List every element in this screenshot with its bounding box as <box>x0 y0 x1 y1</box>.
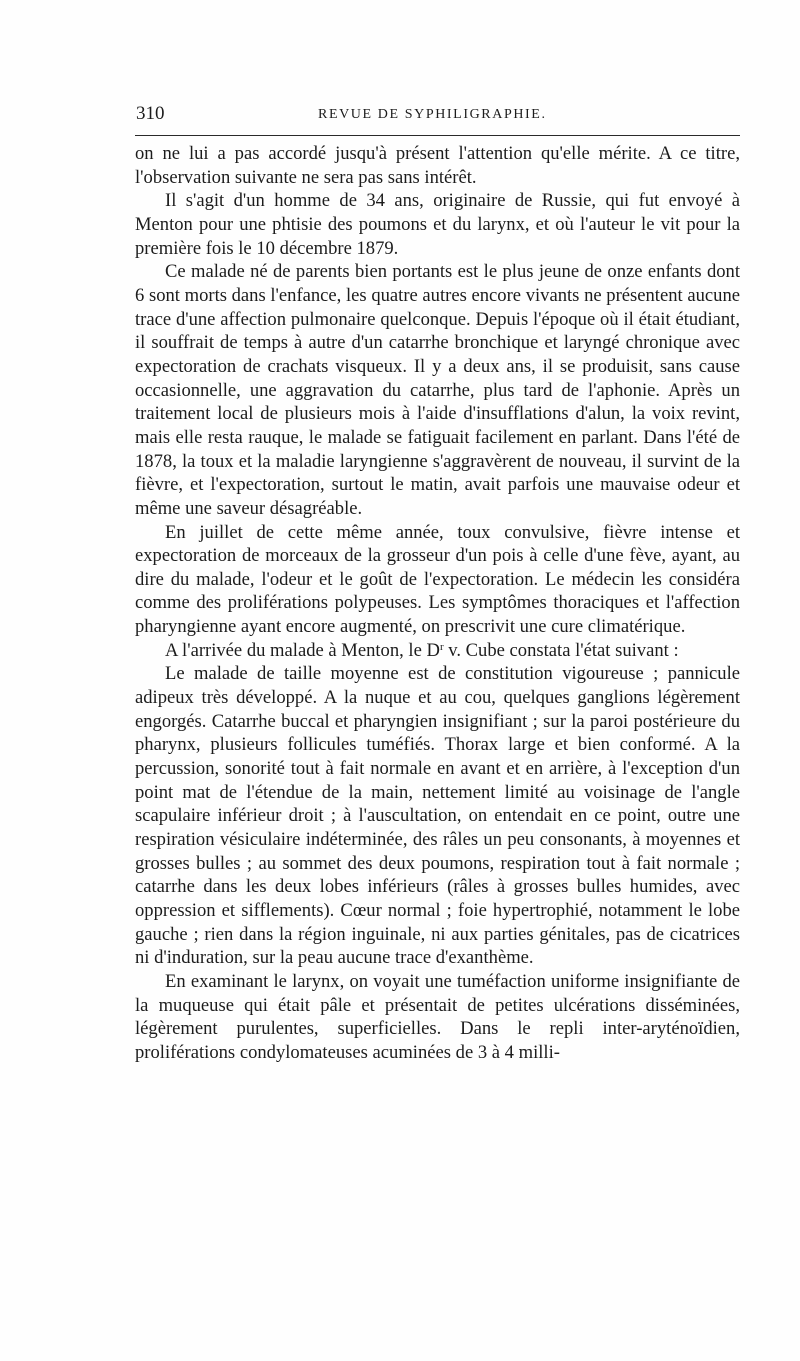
paragraph-continuation: on ne lui a pas accordé jusqu'à présent l'attention qu'elle mérite. A ce titre, l'observation suivante ne sera pas sans intérêt. <box>135 143 740 188</box>
paragraph-arrival <box>135 639 740 663</box>
body-text <box>135 142 740 1065</box>
journal-title: REVUE DE SYPHILIGRAPHIE. <box>318 107 547 122</box>
paragraph: Il s'agit d'un homme de 34 ans, originaire de Russie, qui fut envoyé à Menton pour une phtisie des poumons et du larynx, et où l'auteur le vit pour la première fois le 10 décembre 1879. <box>135 190 740 259</box>
page-number: 310 <box>136 103 165 124</box>
paragraph: En juillet de cette même année, toux convulsive, fièvre intense et expectoration de morceaux de la grosseur d'un pois à celle d'une fève, ayant, au dire du malade, l'odeur et le goût de l'expectoration. Le médecin les considéra comme des proliférations polypeuses. Les symptômes thoraciques et l'affection pharyngienne ayant encore augmenté, on prescrivit une cure climatérique. <box>135 521 740 638</box>
header-rule <box>135 135 740 136</box>
arrival-text-end: v. Cube constata l'état suivant : <box>443 639 679 661</box>
running-header <box>135 101 740 127</box>
paragraph: En examinant le larynx, on voyait une tuméfaction uniforme insignifiante de la muqueuse qui était pâle et présentait de petites ulcérations disséminées, légèrement purulentes, superficielles. Dans le repli inter-aryténoïdien, proliférations condylomateuses acuminées de 3 à 4 milli- <box>135 970 740 1063</box>
paragraph: Le malade de taille moyenne est de constitution vigoureuse ; pannicule adipeux très développé. A la nuque et au cou, quelques ganglions légèrement engorgés. Catarrhe buccal et pharyngien insignifiant ; sur la paroi postérieure du pharynx, plusieurs follicules tuméfiés. Thorax large et bien conformé. A la percussion, sonorité tout à fait normale en avant et en arrière, à l'exception d'un point mat de l'étendue de la main, nettement limité au voisinage de l'angle scapulaire inférieur droit ; à l'auscultation, on entendait en ce point, outre une respiration vésiculaire indéterminée, des râles un peu consonants, à moyennes et grosses bulles ; au sommet des deux poumons, respiration tout à fait normale ; catarrhe dans les deux lobes inférieurs (râles à grosses bulles humides, avec oppression et sifflements). Cœur normal ; foie hypertrophié, notamment le lobe gauche ; rien dans la région inguinale, ni aux parties génitales, pas de cicatrices ni d'induration, sur la peau aucune trace d'exanthème. <box>135 663 740 969</box>
paragraph: Ce malade né de parents bien portants est le plus jeune de onze enfants dont 6 sont morts dans l'enfance, les quatre autres encore vivants ne présentent aucune trace d'une affection pulmonaire quelconque. Depuis l'époque où il était étudiant, il souffrait de temps à autre d'un catarrhe bronchique et laryngé chronique avec expectoration de crachats visqueux. Il y a deux ans, il se produisit, sans cause occasionnelle, une aggravation du catarrhe, plus tard de l'aphonie. Après un traitement local de plusieurs mois à l'aide d'insufflations d'alun, la voix revint, mais elle resta rauque, le malade se fatiguait facilement en parlant. Dans l'été de 1878, la toux et la maladie laryngienne s'aggravèrent de nouveau, il survint de la fièvre, et l'expectoration, surtout le matin, avait parfois une mauvaise odeur et même une saveur désagréable. <box>135 261 740 519</box>
doctor-superscript: r <box>439 640 444 653</box>
arrival-text-start: A l'arrivée du malade à Menton, le D <box>165 639 440 661</box>
